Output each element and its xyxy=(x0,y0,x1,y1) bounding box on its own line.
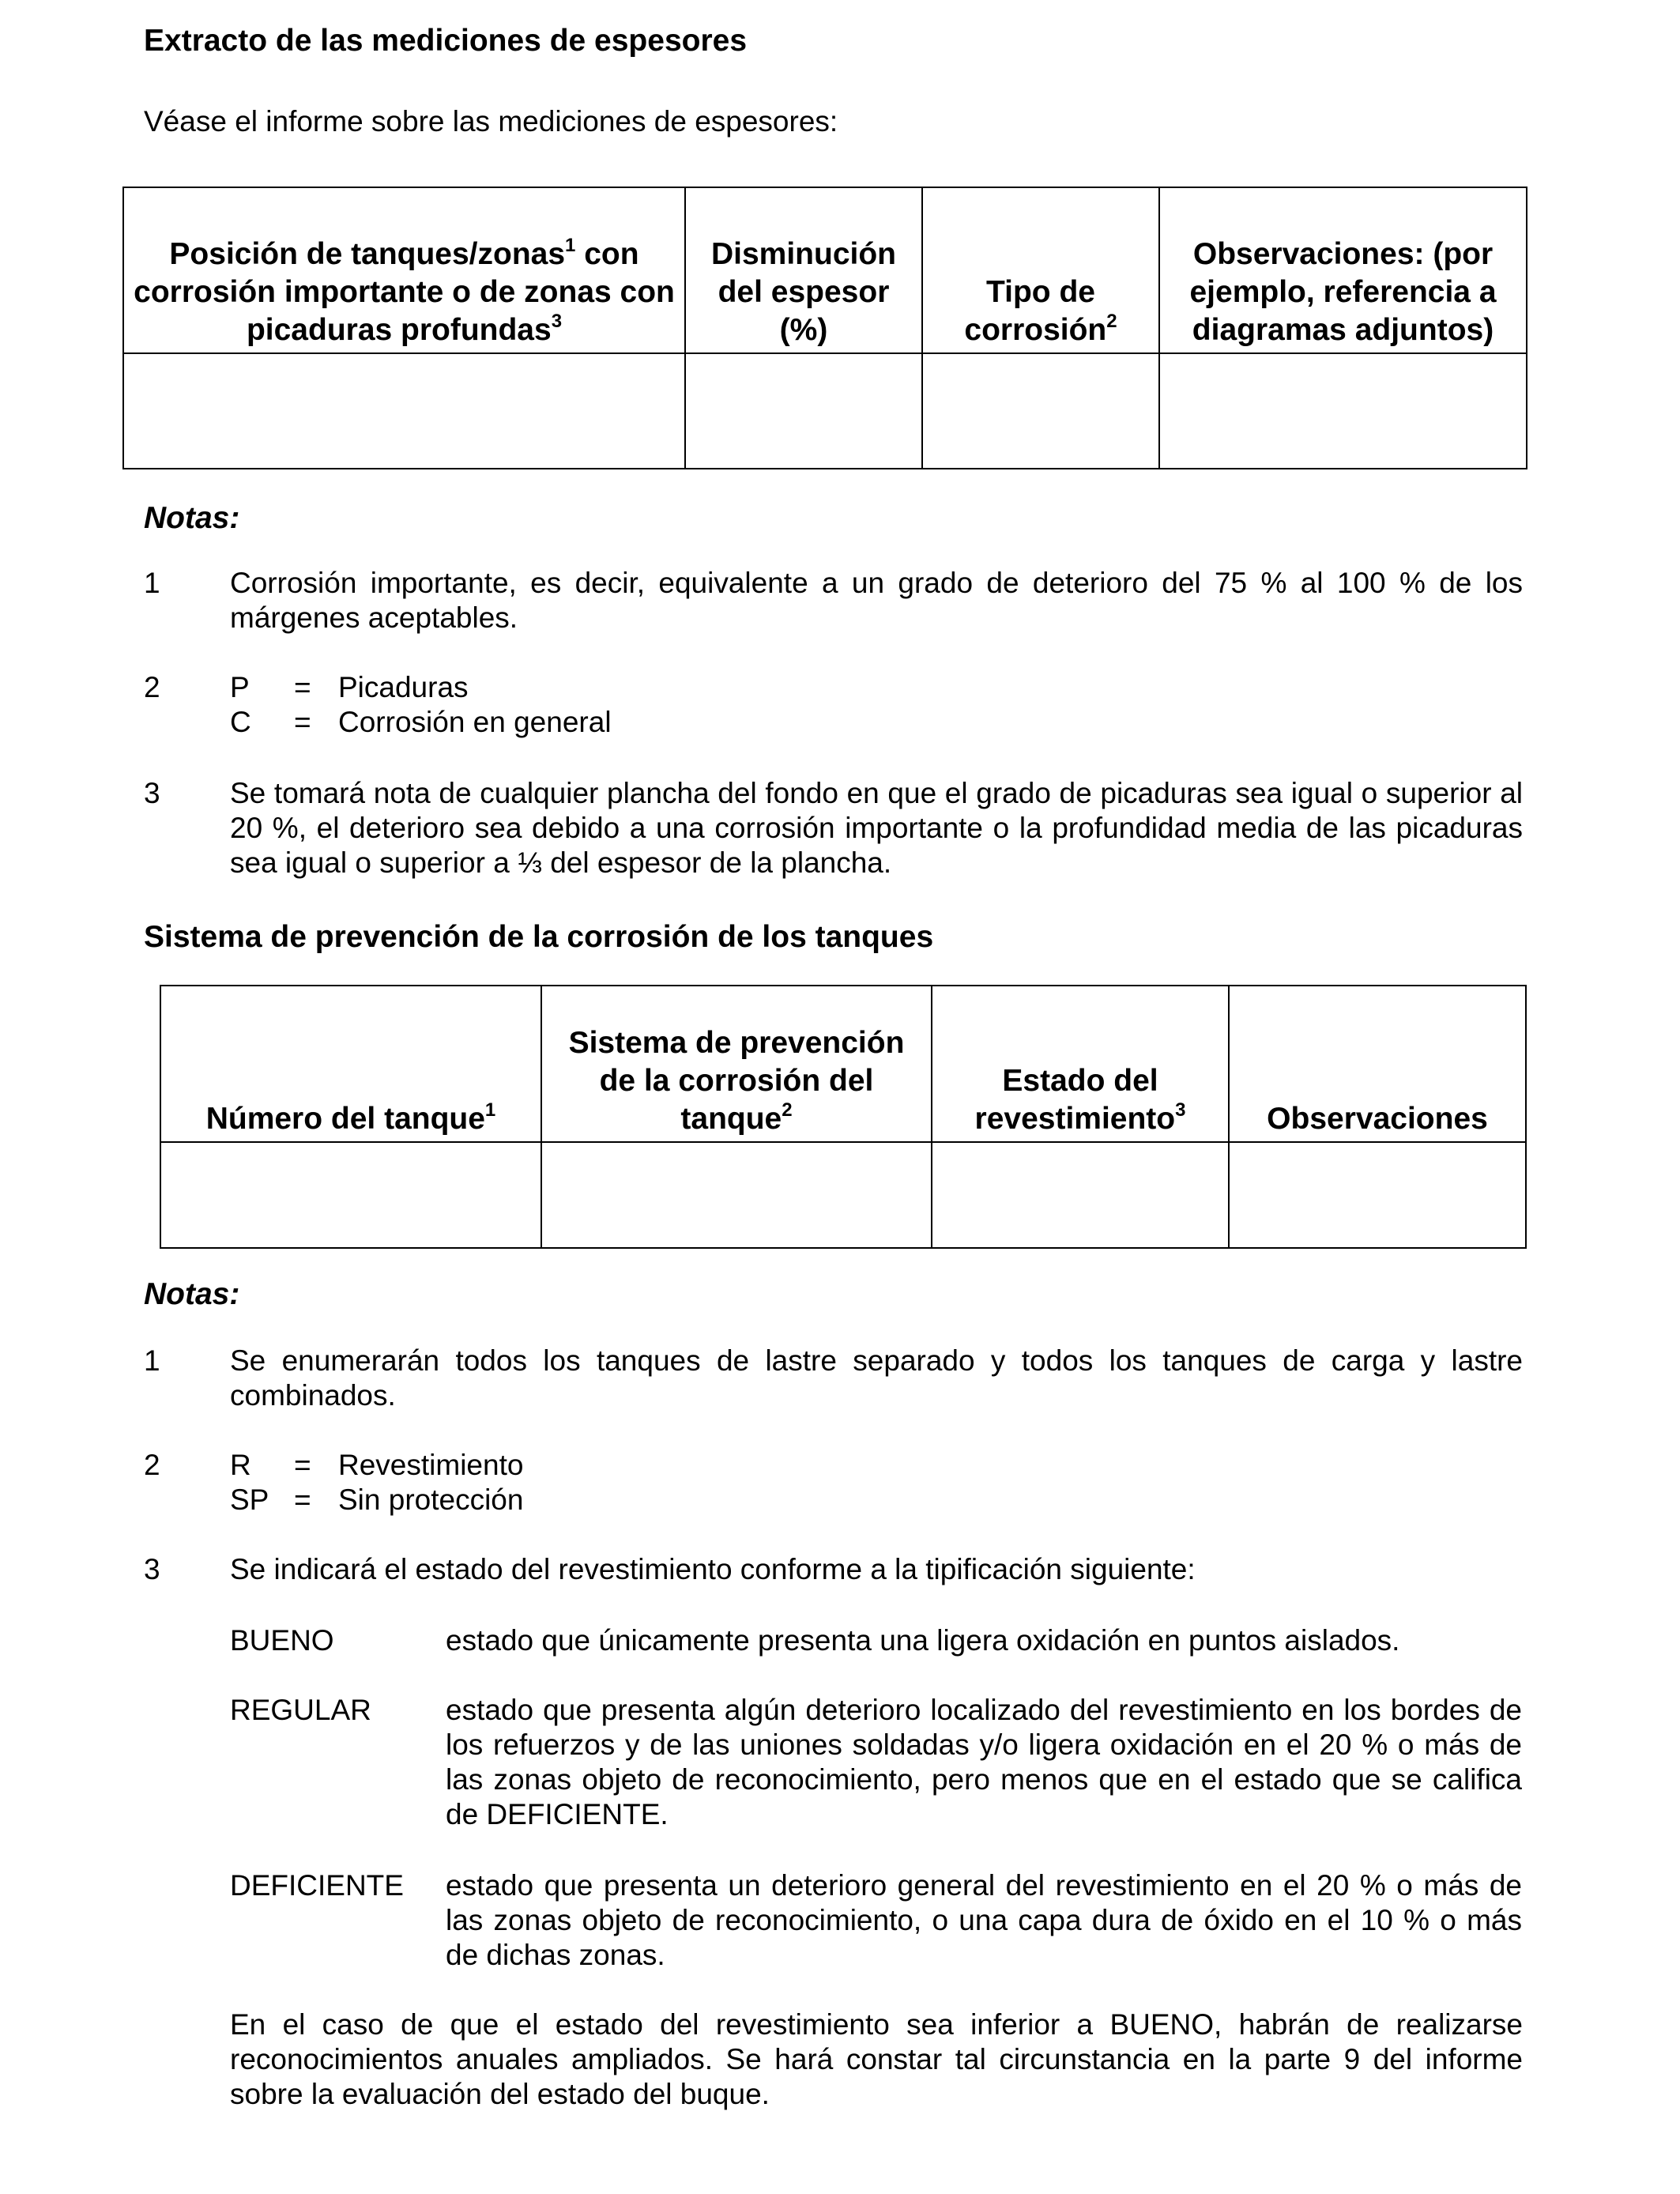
s2-note3-text: Se indicará el estado del revestimiento conforme a la tipificación siguiente: xyxy=(230,1553,1196,1585)
term-deficiente: DEFICIENTE xyxy=(230,1869,404,1902)
section1-intro: Véase el informe sobre las mediciones de espesores: xyxy=(144,105,838,138)
note2-p-code: P xyxy=(230,671,250,703)
note2-r-text: Revestimiento xyxy=(338,1449,524,1481)
s2-note2-number: 2 xyxy=(144,1449,160,1481)
note2-c-code: C xyxy=(230,706,251,738)
note3-number: 3 xyxy=(144,777,160,809)
thickness-table-row xyxy=(123,353,1527,469)
note2-sp-code: SP xyxy=(230,1483,269,1516)
s2-note1-number: 1 xyxy=(144,1344,160,1377)
protection-table-row xyxy=(160,1142,1526,1248)
def-bueno: estado que únicamente presenta una ligera oxidación en puntos aislados. xyxy=(446,1624,1400,1657)
protection-table xyxy=(160,985,1527,1249)
note2-c-eq: = xyxy=(294,706,311,738)
note2-r-eq: = xyxy=(294,1449,311,1481)
cell-position[interactable] xyxy=(123,353,685,469)
header-protection-system: Sistema de prevención de la corrosión del tanque$^2$ xyxy=(541,986,932,1142)
note3-text: Se tomará nota de cualquier plancha del fondo en que el grado de picaduras sea igual o superior al 20 %, el deterioro sea debido a una corrosión importante o la profundidad media de las picaduras sea igual o superior a ⅓ del espesor de la plancha. xyxy=(230,777,1523,879)
term-bueno: BUENO xyxy=(230,1624,334,1657)
header-thickness-reduction: Disminución del espesor (%) xyxy=(685,187,922,353)
cell-tank-number[interactable] xyxy=(160,1142,541,1248)
term-regular: REGULAR xyxy=(230,1694,371,1726)
header-observations: Observaciones xyxy=(1229,986,1526,1142)
cell-remarks[interactable] xyxy=(1159,353,1527,469)
section1-notes-label: Notas: xyxy=(144,501,240,535)
header-coating-condition: Estado del revestimiento$^3$ xyxy=(932,986,1229,1142)
thickness-table xyxy=(122,187,1527,469)
cell-type[interactable] xyxy=(922,353,1159,469)
cell-protection-system[interactable] xyxy=(541,1142,932,1248)
header-tank-number: Número del tanque$^1$ xyxy=(160,986,541,1142)
s2-note3-number: 3 xyxy=(144,1553,160,1585)
note2-r-code: R xyxy=(230,1449,251,1481)
cell-observations[interactable] xyxy=(1229,1142,1526,1248)
section2-notes-label: Notas: xyxy=(144,1277,240,1311)
note2-number: 2 xyxy=(144,671,160,703)
section1-title: Extracto de las mediciones de espesores xyxy=(144,24,748,58)
note1-text: Corrosión importante, es decir, equivalente a un grado de deterioro del 75 % al 100 % de los márgenes aceptables. xyxy=(230,567,1523,634)
note2-p-eq: = xyxy=(294,671,311,703)
protection-table-header xyxy=(160,986,1526,1142)
note2-c-text: Corrosión en general xyxy=(338,706,612,738)
note1-number: 1 xyxy=(144,567,160,599)
thickness-table-header xyxy=(123,187,1527,353)
header-position: Posición de tanques/zonas$^1$ con corrosión importante o de zonas con picaduras profundas$^3$ xyxy=(123,187,685,353)
note2-sp-text: Sin protección xyxy=(338,1483,524,1516)
section2-title: Sistema de prevención de la corrosión de los tanques xyxy=(144,920,934,954)
header-corrosion-type: Tipo de corrosión$^2$ xyxy=(922,187,1159,353)
header-remarks: Observaciones: (por ejemplo, referencia a diagramas adjuntos) xyxy=(1159,187,1527,353)
def-regular: estado que presenta algún deterioro localizado del revestimiento en los bordes de los refuerzos y de las uniones soldadas y/o ligera oxidación en el 20 % o más de las zonas objeto de reconocimiento, pero menos que en el estado que se califica de DEFICIENTE. xyxy=(446,1694,1522,1830)
note2-sp-eq: = xyxy=(294,1483,311,1516)
cell-reduction[interactable] xyxy=(685,353,922,469)
s2-note1-text: Se enumerarán todos los tanques de lastre separado y todos los tanques de carga y lastre combinados. xyxy=(230,1344,1523,1412)
note2-p-text: Picaduras xyxy=(338,671,469,703)
cell-coating-condition[interactable] xyxy=(932,1142,1229,1248)
def-deficiente: estado que presenta un deterioro general del revestimiento en el 20 % o más de las zonas objeto de reconocimiento, o una capa dura de óxido en el 10 % o más de dichas zonas. xyxy=(446,1869,1522,1971)
closing-paragraph: En el caso de que el estado del revestimiento sea inferior a BUENO, habrán de realizarse reconocimientos anuales ampliados. Se hará constar tal circunstancia en la parte 9 del informe sobre la evaluación del estado del buque. xyxy=(230,2008,1523,2110)
